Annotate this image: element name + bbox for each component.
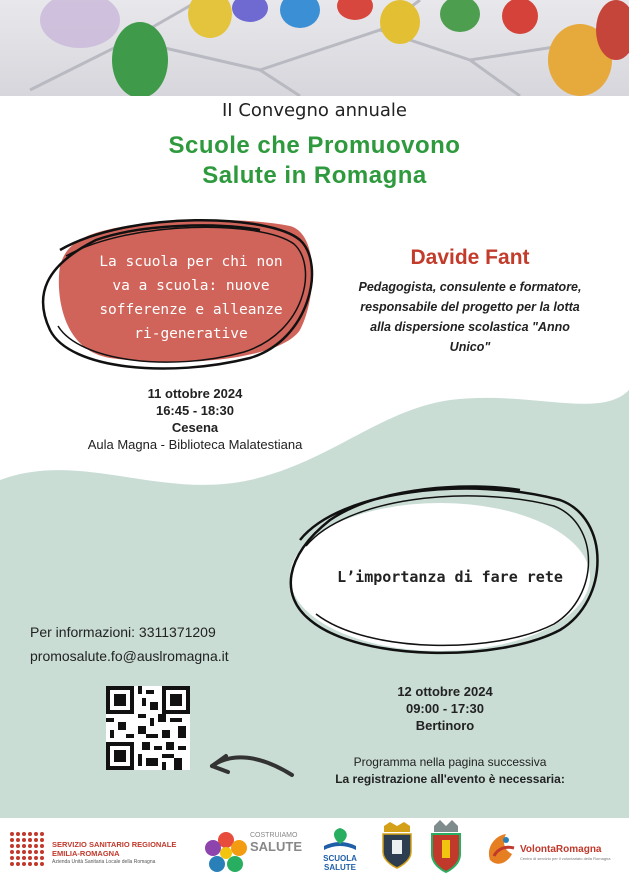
session1-time: 16:45 - 18:30 [155, 403, 235, 418]
ssr-text [52, 840, 176, 867]
volontaromagna-logo [484, 830, 518, 874]
session1-talk-line1: La scuola per chi non [99, 254, 283, 270]
speaker-role-line2: responsabile del progetto per la lotta [360, 300, 580, 314]
program-note: Programma nella pagina successiva [353, 755, 547, 769]
event-title-line2: Salute in Romagna [202, 162, 427, 189]
info-phone: Per informazioni: 3311371209 [30, 624, 216, 640]
hero-photo [0, 0, 629, 96]
session1-talk-line3: sofferenze e alleanze [99, 302, 283, 318]
speaker-role-line1: Pedagogista, consulente e formatore, [358, 280, 582, 294]
crest-icon [380, 822, 414, 870]
registration-qr-code[interactable] [106, 686, 190, 770]
ssr-line1: SERVIZIO SANITARIO REGIONALE [52, 840, 177, 849]
book-leaf-icon [318, 824, 362, 854]
ssr-grid-icon [8, 830, 48, 870]
session1-city: Cesena [171, 420, 219, 435]
ssr-line2: EMILIA-ROMAGNA [52, 849, 120, 858]
bird-icon [484, 830, 518, 870]
costruiamo-salute-text [250, 832, 302, 854]
event-title-line1: Scuole che Promuovono [168, 132, 461, 159]
speaker-role-line4: Unico" [449, 340, 491, 354]
speaker-role-line3: alla dispersione scolastica "Anno [370, 320, 570, 334]
session2-city: Bertinoro [415, 718, 475, 733]
session1-date: 11 ottobre 2024 [147, 386, 243, 401]
session2-time: 09:00 - 17:30 [405, 701, 485, 716]
costruiamo-salute-logo [204, 832, 248, 878]
municipal-crest-cesena [380, 822, 414, 874]
ssr-logo [8, 830, 48, 874]
cs-big: SALUTE [250, 839, 302, 854]
crest-icon [428, 820, 464, 874]
registration-note: La registrazione all'evento è necessaria: [335, 772, 565, 786]
session2-talk-title: L’importanza di fare rete [337, 568, 563, 586]
scuola-salute-text [318, 854, 362, 872]
session2-date: 12 ottobre 2024 [397, 684, 493, 699]
speaker-role [322, 277, 618, 357]
info-email[interactable]: promosalute.fo@auslromagna.it [30, 648, 229, 664]
event-subtitle: II Convegno annuale [222, 100, 407, 121]
sps-line2: SALUTE [324, 863, 356, 872]
session1-talk-title [78, 250, 304, 346]
session1-venue: Aula Magna - Biblioteca Malatestiana [87, 437, 303, 452]
scuola-salute-logo [318, 824, 362, 858]
ssr-line3: Azienda Unità Sanitaria Locale della Romagna [52, 859, 156, 865]
flower-icon [204, 832, 248, 874]
session1-talk-line4: ri-generative [134, 326, 248, 342]
speaker-name: Davide Fant [410, 246, 530, 269]
volontaromagna-name: VolontaRomagna [520, 844, 602, 855]
session1-talk-line2: va a scuola: nuove [112, 278, 270, 294]
partner-logos [0, 818, 629, 889]
cs-small: COSTRUIAMO [250, 832, 298, 839]
volontaromagna-sub: Centro di servizio per il volontariato della Romagna [520, 856, 611, 861]
municipal-crest-bertinoro [428, 820, 464, 878]
sps-line1: SCUOLA [323, 854, 357, 863]
